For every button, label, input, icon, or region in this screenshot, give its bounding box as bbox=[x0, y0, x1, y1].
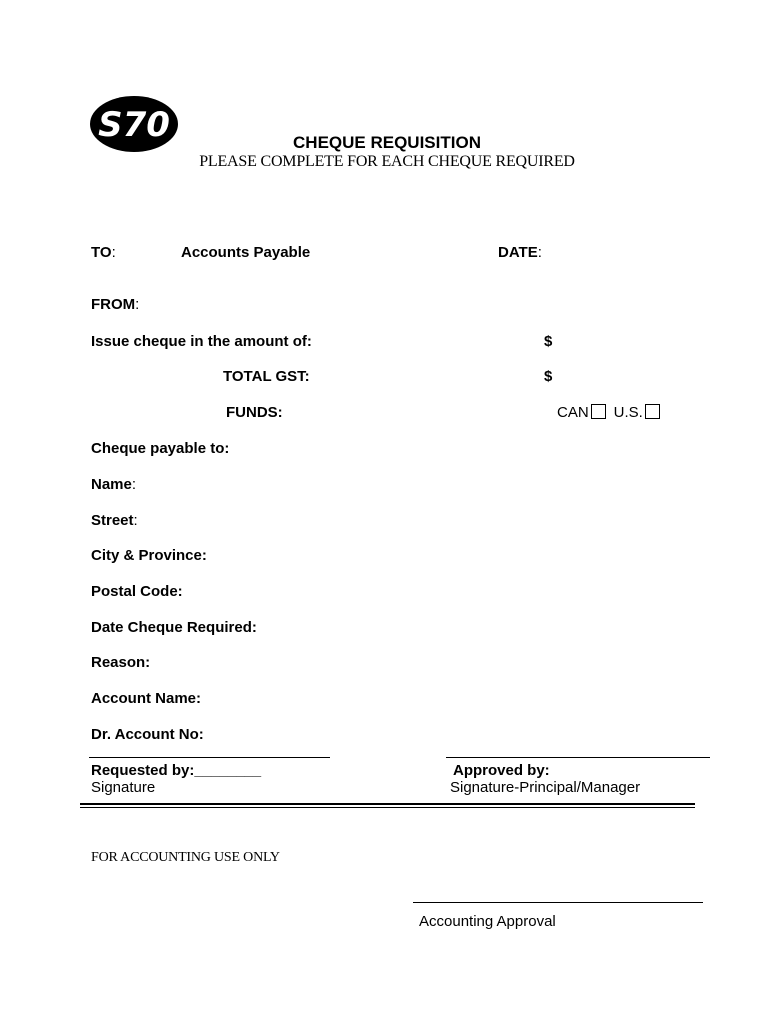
gst-currency: $ bbox=[544, 368, 553, 385]
postal-label: Postal Code: bbox=[91, 583, 183, 600]
svg-text:S70: S70 bbox=[98, 105, 170, 145]
approved-label: Approved by: bbox=[453, 762, 550, 779]
street-label-group bbox=[91, 512, 138, 529]
from-label-group bbox=[91, 296, 139, 313]
from-label: FROM bbox=[91, 296, 136, 313]
city-label: City & Province: bbox=[91, 547, 207, 564]
date-label-group bbox=[498, 244, 542, 261]
name-colon: : bbox=[131, 476, 137, 493]
section-divider-thin bbox=[80, 807, 695, 808]
gst-label: TOTAL GST: bbox=[223, 368, 310, 385]
page-title: CHEQUE REQUISITION bbox=[293, 133, 481, 152]
street-label: Street bbox=[91, 512, 134, 529]
approved-sub: Signature-Principal/Manager bbox=[450, 779, 641, 796]
date-label: DATE bbox=[498, 244, 538, 261]
to-label-group bbox=[91, 244, 116, 261]
amount-label: Issue cheque in the amount of: bbox=[91, 333, 312, 350]
date-required-label: Date Cheque Required: bbox=[91, 619, 257, 636]
approved-signature-line bbox=[446, 757, 710, 758]
funds-us-checkbox[interactable] bbox=[645, 404, 660, 419]
requested-label: Requested by:________ bbox=[91, 762, 262, 779]
funds-options bbox=[557, 404, 668, 421]
funds-label: FUNDS: bbox=[226, 404, 283, 421]
accounting-approval-label: Accounting Approval bbox=[419, 913, 556, 930]
account-no-label: Dr. Account No: bbox=[91, 726, 204, 743]
name-label-group bbox=[91, 476, 136, 493]
street-colon: : bbox=[133, 512, 138, 529]
amount-currency: $ bbox=[544, 333, 553, 350]
account-name-label: Account Name: bbox=[91, 690, 202, 707]
funds-can-checkbox[interactable] bbox=[591, 404, 606, 419]
requested-signature-line bbox=[89, 757, 330, 758]
date-colon: : bbox=[537, 244, 542, 261]
payable-label: Cheque payable to: bbox=[91, 440, 230, 457]
section-divider-thick bbox=[80, 803, 695, 805]
to-colon: : bbox=[111, 244, 116, 261]
accounting-heading: FOR ACCOUNTING USE ONLY bbox=[91, 850, 280, 865]
to-label: TO bbox=[91, 244, 112, 261]
reason-label: Reason: bbox=[91, 654, 151, 671]
funds-us-label: U.S. bbox=[613, 404, 643, 421]
page-subtitle: PLEASE COMPLETE FOR EACH CHEQUE REQUIRED bbox=[199, 153, 575, 170]
requested-sub: Signature bbox=[91, 779, 156, 796]
from-colon: : bbox=[135, 296, 140, 313]
funds-can-label: CAN bbox=[557, 404, 589, 421]
accounting-approval-line bbox=[413, 902, 703, 903]
name-label: Name bbox=[91, 476, 132, 493]
to-value: Accounts Payable bbox=[181, 244, 311, 261]
